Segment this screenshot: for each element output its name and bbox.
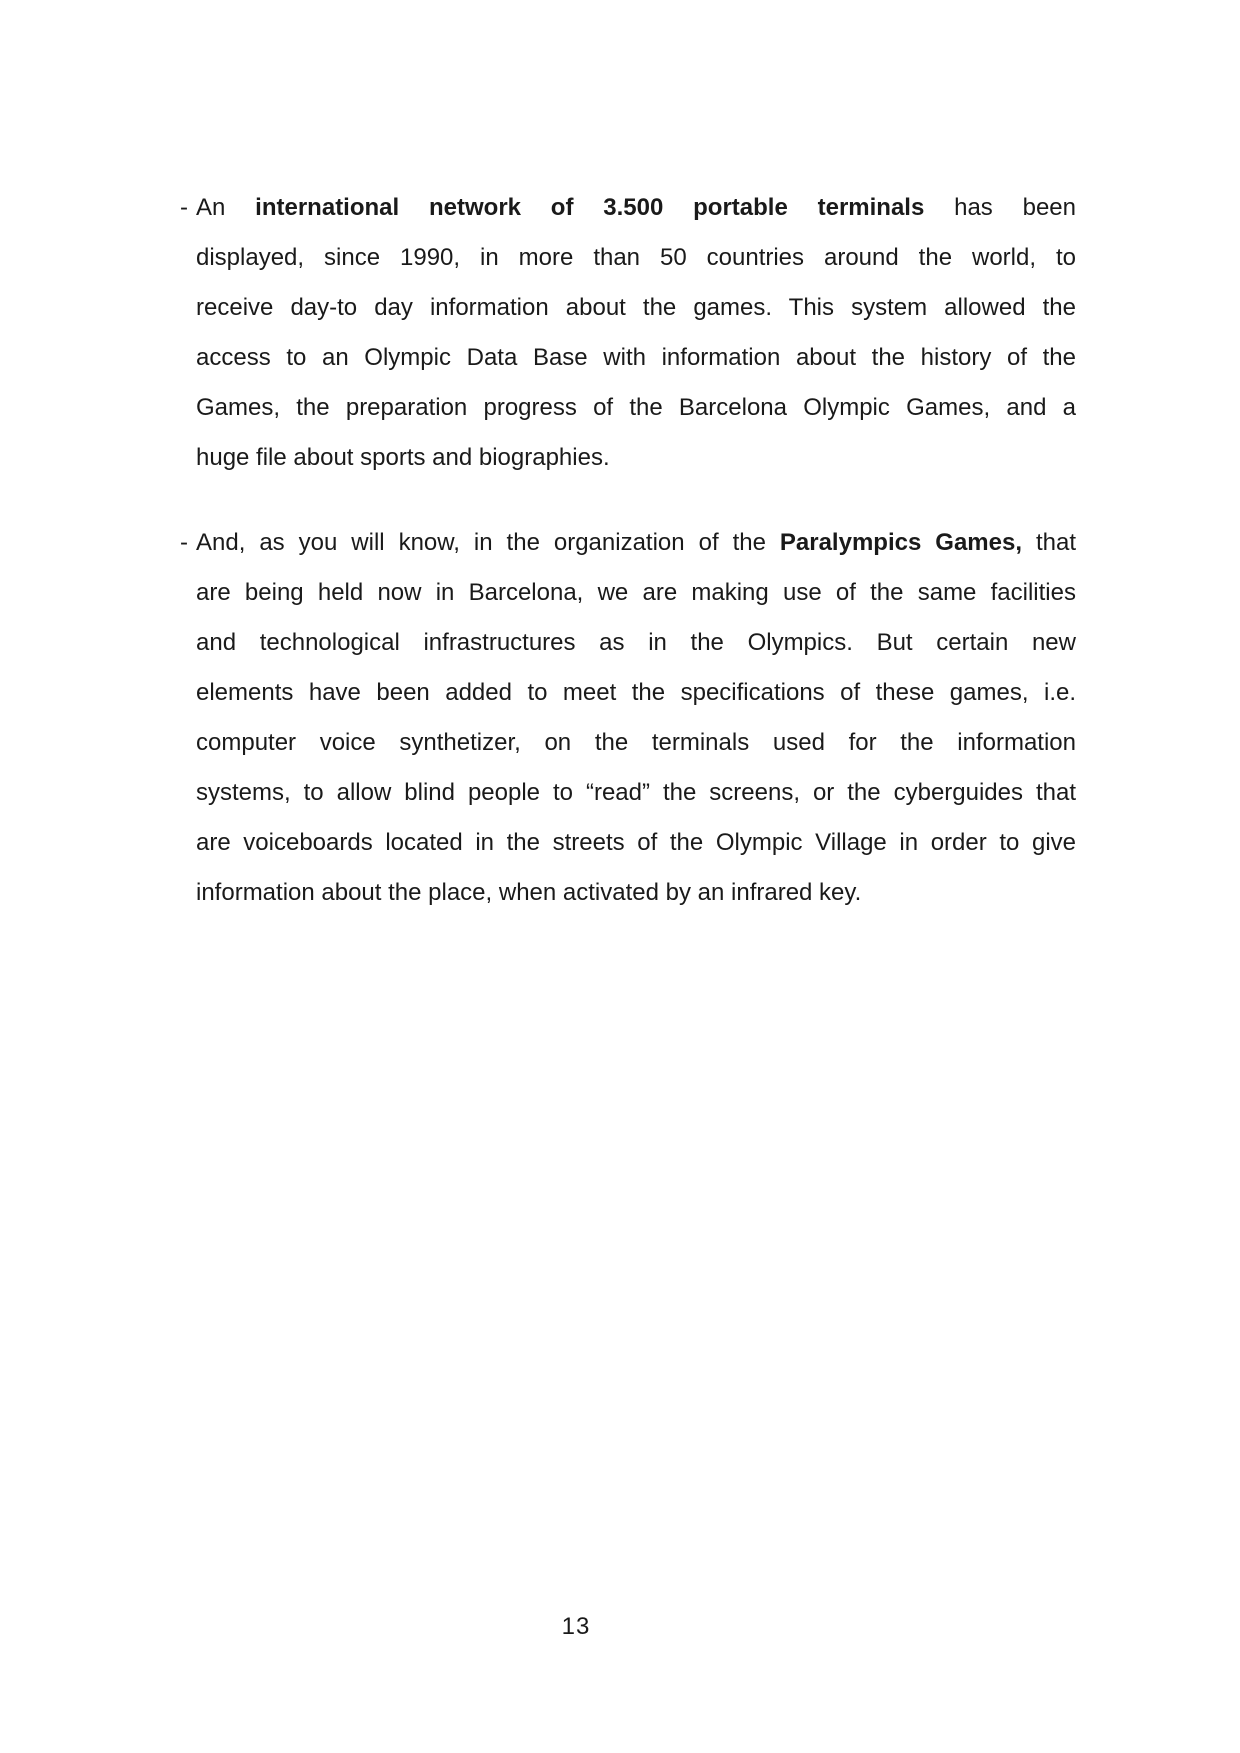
- text-run: has been: [924, 194, 1077, 221]
- text-run: receive day-to day information about the games. This system allowed the: [196, 294, 1076, 321]
- text-run: huge file about sports and biographies.: [196, 444, 610, 471]
- text-run: computer voice synthetizer, on the terminals used for the information: [196, 729, 1076, 756]
- text-run: and technological infrastructures as in the Olympics. But certain new: [196, 629, 1076, 656]
- bullet-dash: -: [180, 529, 188, 556]
- text-run: information about the place, when activated by an infrared key.: [196, 879, 862, 906]
- text-line: [196, 818, 1076, 868]
- text-run: And, as you will know, in the organization of the: [196, 529, 780, 556]
- text-run: are voiceboards located in the streets of the Olympic Village in order to give: [196, 829, 1076, 856]
- text-line: [196, 568, 1076, 618]
- paragraph-lines: [196, 518, 1076, 918]
- text-run: elements have been added to meet the specifications of these games, i.e.: [196, 679, 1076, 706]
- bullet-paragraph-paralympics: [180, 518, 1076, 918]
- text-line: [196, 668, 1076, 718]
- bold-text: international network of 3.500 portable terminals: [255, 194, 925, 221]
- text-line: [196, 518, 1076, 568]
- text-line: [196, 618, 1076, 668]
- bold-text: Paralympics Games,: [779, 529, 1022, 556]
- text-run: displayed, since 1990, in more than 50 countries around the world, to: [196, 244, 1076, 271]
- text-run: systems, to allow blind people to “read” the screens, or the cyberguides that: [196, 779, 1076, 806]
- text-run: Games, the preparation progress of the Barcelona Olympic Games, and a: [196, 394, 1076, 421]
- text-line: [196, 768, 1076, 818]
- paragraph-lines: [196, 183, 1076, 483]
- text-line: [196, 868, 1076, 918]
- text-line: [196, 383, 1076, 433]
- text-line: [196, 333, 1076, 383]
- text-run: that: [1022, 529, 1076, 556]
- text-run: An: [196, 194, 256, 221]
- text-line: [196, 233, 1076, 283]
- page-number: 13: [561, 1613, 591, 1640]
- text-run: access to an Olympic Data Base with information about the history of the: [196, 344, 1076, 371]
- text-line: [196, 433, 1076, 483]
- text-line: [196, 183, 1076, 233]
- bullet-paragraph-terminals: [180, 183, 1077, 483]
- text-line: [196, 283, 1076, 333]
- text-run: are being held now in Barcelona, we are making use of the same facilities: [196, 579, 1076, 606]
- text-line: [196, 718, 1076, 768]
- bullet-dash: -: [180, 194, 188, 221]
